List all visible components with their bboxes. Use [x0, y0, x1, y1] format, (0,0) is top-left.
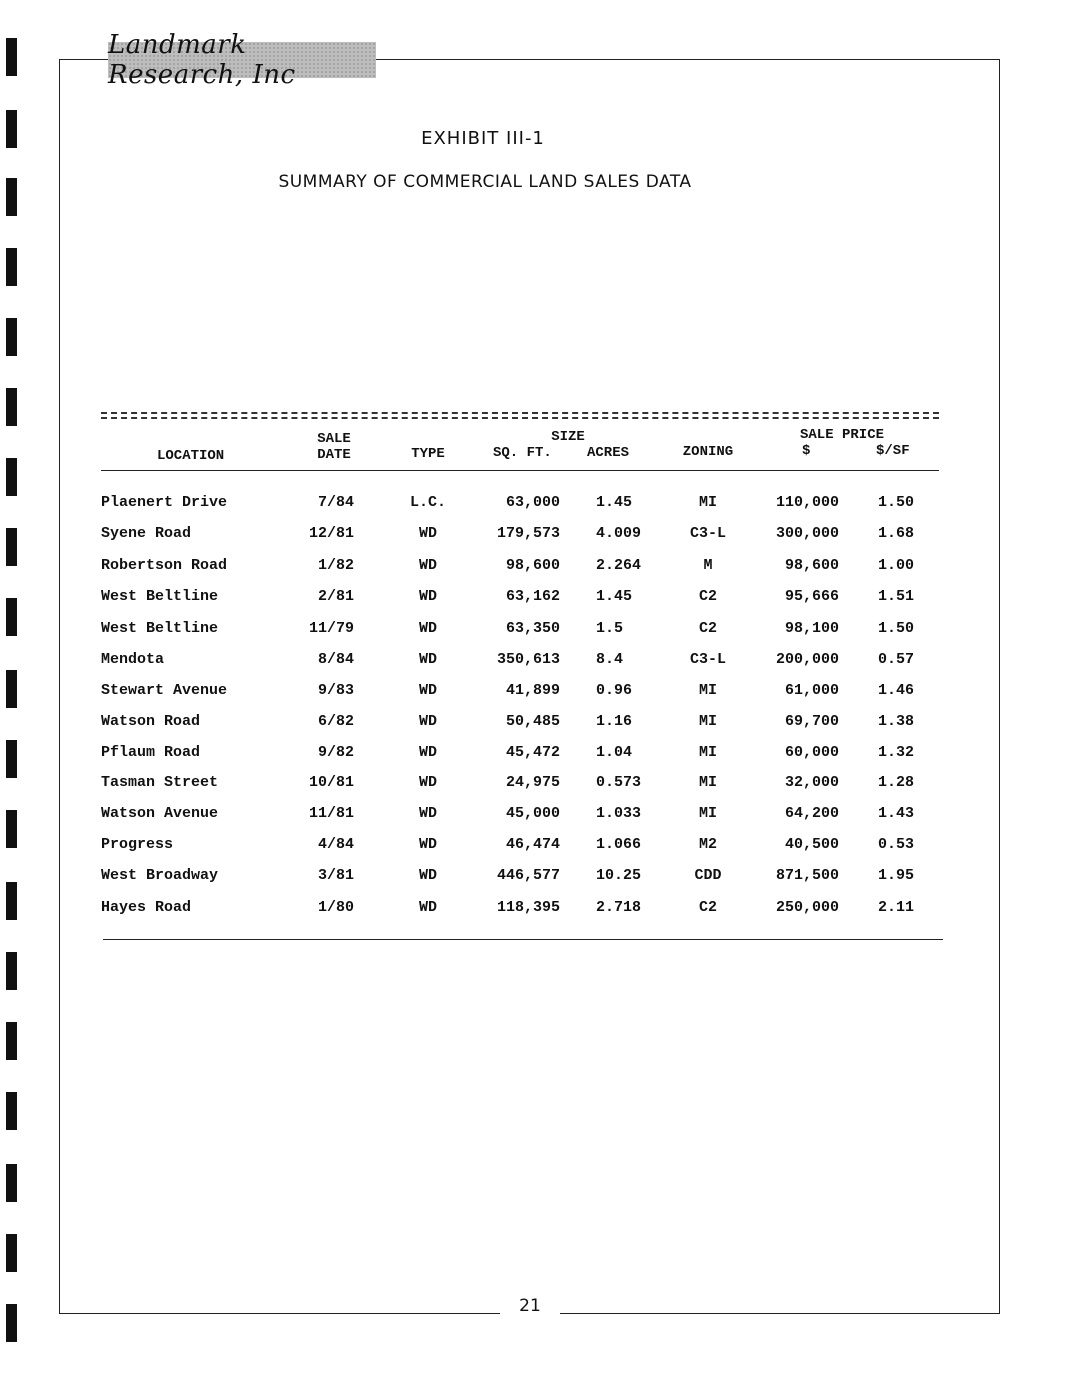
cell-price: 200,000: [775, 651, 839, 668]
cell-date: 3/81: [317, 867, 354, 884]
binder-hole: [6, 952, 17, 990]
cell-type: WD: [418, 867, 438, 884]
cell-zoning: C3-L: [689, 651, 727, 668]
cell-date: 11/81: [308, 805, 354, 822]
cell-location: West Broadway: [101, 867, 219, 884]
table-row: [0, 525, 1066, 545]
cell-zoning: MI: [698, 494, 718, 511]
cell-date: 8/84: [317, 651, 354, 668]
cell-price: 110,000: [775, 494, 839, 511]
header-rule: [101, 470, 939, 471]
cell-sqft: 98,600: [505, 557, 560, 574]
cell-acres: 4.009: [596, 525, 642, 542]
cell-location: Mendota: [101, 651, 165, 668]
table-row: [0, 805, 1066, 825]
binder-hole: [6, 458, 17, 496]
cell-zoning: MI: [698, 682, 718, 699]
cell-price: 98,600: [784, 557, 839, 574]
cell-date: 11/79: [308, 620, 354, 637]
page-number: 21: [500, 1296, 560, 1316]
cell-type: WD: [418, 713, 438, 730]
cell-zoning: C2: [698, 899, 718, 916]
header-sqft: SQ. FT.: [493, 445, 552, 461]
cell-type: WD: [418, 805, 438, 822]
table-row: [0, 494, 1066, 514]
cell-type: WD: [418, 744, 438, 761]
header-acres: ACRES: [587, 445, 630, 461]
cell-price-per-sf: 1.50: [877, 620, 914, 637]
table-row: [0, 713, 1066, 733]
cell-zoning: MI: [698, 774, 718, 791]
header-dollars: $: [802, 443, 811, 459]
cell-price: 60,000: [784, 744, 839, 761]
cell-price-per-sf: 1.38: [877, 713, 914, 730]
cell-type: WD: [418, 899, 438, 916]
cell-sqft: 46,474: [505, 836, 560, 853]
cell-sqft: 45,472: [505, 744, 560, 761]
cell-type: WD: [418, 682, 438, 699]
cell-sqft: 118,395: [496, 899, 560, 916]
table-row: [0, 620, 1066, 640]
cell-price: 40,500: [784, 836, 839, 853]
table-row: [0, 836, 1066, 856]
cell-sqft: 41,899: [505, 682, 560, 699]
header-size: SIZE: [551, 429, 585, 445]
table-row: [0, 774, 1066, 794]
cell-acres: 1.066: [596, 836, 642, 853]
cell-price-per-sf: 1.68: [877, 525, 914, 542]
cell-date: 4/84: [317, 836, 354, 853]
table-row: [0, 682, 1066, 702]
cell-price-per-sf: 1.95: [877, 867, 914, 884]
company-logo: [108, 30, 376, 90]
cell-sqft: 50,485: [505, 713, 560, 730]
cell-location: Watson Road: [101, 713, 201, 730]
cell-zoning: M2: [698, 836, 718, 853]
cell-date: 6/82: [317, 713, 354, 730]
cell-location: Progress: [101, 836, 174, 853]
cell-price-per-sf: 2.11: [877, 899, 914, 916]
cell-location: Stewart Avenue: [101, 682, 228, 699]
binder-hole: [6, 1092, 17, 1130]
binder-hole: [6, 1164, 17, 1202]
cell-zoning: M: [703, 557, 713, 574]
binder-hole: [6, 388, 17, 426]
cell-date: 9/82: [317, 744, 354, 761]
cell-price-per-sf: 0.53: [877, 836, 914, 853]
table-row: [0, 557, 1066, 577]
cell-acres: 1.16: [596, 713, 633, 730]
cell-location: Pflaum Road: [101, 744, 201, 761]
exhibit-title: EXHIBIT III-1: [421, 128, 545, 149]
cell-type: WD: [418, 651, 438, 668]
cell-price: 98,100: [784, 620, 839, 637]
cell-sqft: 63,000: [505, 494, 560, 511]
table-row: [0, 651, 1066, 671]
cell-price: 871,500: [775, 867, 839, 884]
cell-price-per-sf: 1.28: [877, 774, 914, 791]
cell-price-per-sf: 1.51: [877, 588, 914, 605]
cell-date: 9/83: [317, 682, 354, 699]
cell-type: WD: [418, 557, 438, 574]
cell-location: West Beltline: [101, 588, 219, 605]
cell-acres: 1.04: [596, 744, 633, 761]
header-zoning: ZONING: [682, 444, 734, 460]
cell-price: 95,666: [784, 588, 839, 605]
cell-price-per-sf: 0.57: [877, 651, 914, 668]
cell-price-per-sf: 1.43: [877, 805, 914, 822]
cell-sqft: 179,573: [496, 525, 560, 542]
cell-zoning: C2: [698, 588, 718, 605]
cell-zoning: MI: [698, 805, 718, 822]
cell-type: WD: [418, 836, 438, 853]
cell-acres: 1.5: [596, 620, 624, 637]
table-bottom-rule: [103, 939, 943, 940]
binder-hole: [6, 1304, 17, 1342]
header-sale: SALE: [317, 431, 351, 447]
cell-price: 250,000: [775, 899, 839, 916]
cell-acres: 1.45: [596, 588, 633, 605]
cell-price-per-sf: 1.50: [877, 494, 914, 511]
cell-date: 1/80: [317, 899, 354, 916]
cell-sqft: 446,577: [496, 867, 560, 884]
table-row: [0, 588, 1066, 608]
header-location: LOCATION: [157, 448, 225, 464]
cell-acres: 10.25: [596, 867, 642, 884]
cell-acres: 1.45: [596, 494, 633, 511]
cell-zoning: C2: [698, 620, 718, 637]
cell-location: Tasman Street: [101, 774, 219, 791]
cell-acres: 0.96: [596, 682, 633, 699]
cell-location: Syene Road: [101, 525, 192, 542]
cell-price: 64,200: [784, 805, 839, 822]
header-per-sf: $/SF: [876, 443, 910, 459]
cell-price: 69,700: [784, 713, 839, 730]
cell-date: 1/82: [317, 557, 354, 574]
cell-type: L.C.: [409, 494, 447, 511]
cell-location: Hayes Road: [101, 899, 192, 916]
cell-type: WD: [418, 620, 438, 637]
binder-hole: [6, 38, 17, 76]
cell-date: 10/81: [308, 774, 354, 791]
binder-hole: [6, 1234, 17, 1272]
binder-hole: [6, 248, 17, 286]
cell-price: 32,000: [784, 774, 839, 791]
cell-date: 12/81: [308, 525, 354, 542]
cell-acres: 1.033: [596, 805, 642, 822]
cell-acres: 8.4: [596, 651, 624, 668]
table-row: [0, 899, 1066, 919]
cell-sqft: 24,975: [505, 774, 560, 791]
cell-price: 300,000: [775, 525, 839, 542]
page-subtitle: SUMMARY OF COMMERCIAL LAND SALES DATA: [278, 172, 692, 192]
cell-zoning: MI: [698, 744, 718, 761]
cell-acres: 2.264: [596, 557, 642, 574]
cell-type: WD: [418, 588, 438, 605]
cell-sqft: 63,162: [505, 588, 560, 605]
binder-hole: [6, 318, 17, 356]
cell-date: 2/81: [317, 588, 354, 605]
cell-acres: 0.573: [596, 774, 642, 791]
cell-sqft: 350,613: [496, 651, 560, 668]
cell-date: 7/84: [317, 494, 354, 511]
cell-location: Plaenert Drive: [101, 494, 228, 511]
cell-price-per-sf: 1.32: [877, 744, 914, 761]
company-name: Landmark Research, Inc: [108, 30, 296, 90]
header-date: DATE: [317, 447, 351, 463]
cell-price: 61,000: [784, 682, 839, 699]
cell-zoning: MI: [698, 713, 718, 730]
table-row: [0, 744, 1066, 764]
cell-sqft: 45,000: [505, 805, 560, 822]
cell-acres: 2.718: [596, 899, 642, 916]
cell-zoning: CDD: [694, 867, 722, 884]
cell-location: Robertson Road: [101, 557, 228, 574]
cell-price-per-sf: 1.00: [877, 557, 914, 574]
header-type: TYPE: [411, 446, 445, 462]
cell-type: WD: [418, 525, 438, 542]
table-row: [0, 867, 1066, 887]
binder-hole: [6, 1022, 17, 1060]
cell-type: WD: [418, 774, 438, 791]
cell-location: West Beltline: [101, 620, 219, 637]
table-top-rule: [101, 412, 939, 419]
cell-zoning: C3-L: [689, 525, 727, 542]
cell-location: Watson Avenue: [101, 805, 219, 822]
cell-price-per-sf: 1.46: [877, 682, 914, 699]
cell-sqft: 63,350: [505, 620, 560, 637]
header-sale-price: SALE PRICE: [800, 427, 885, 443]
